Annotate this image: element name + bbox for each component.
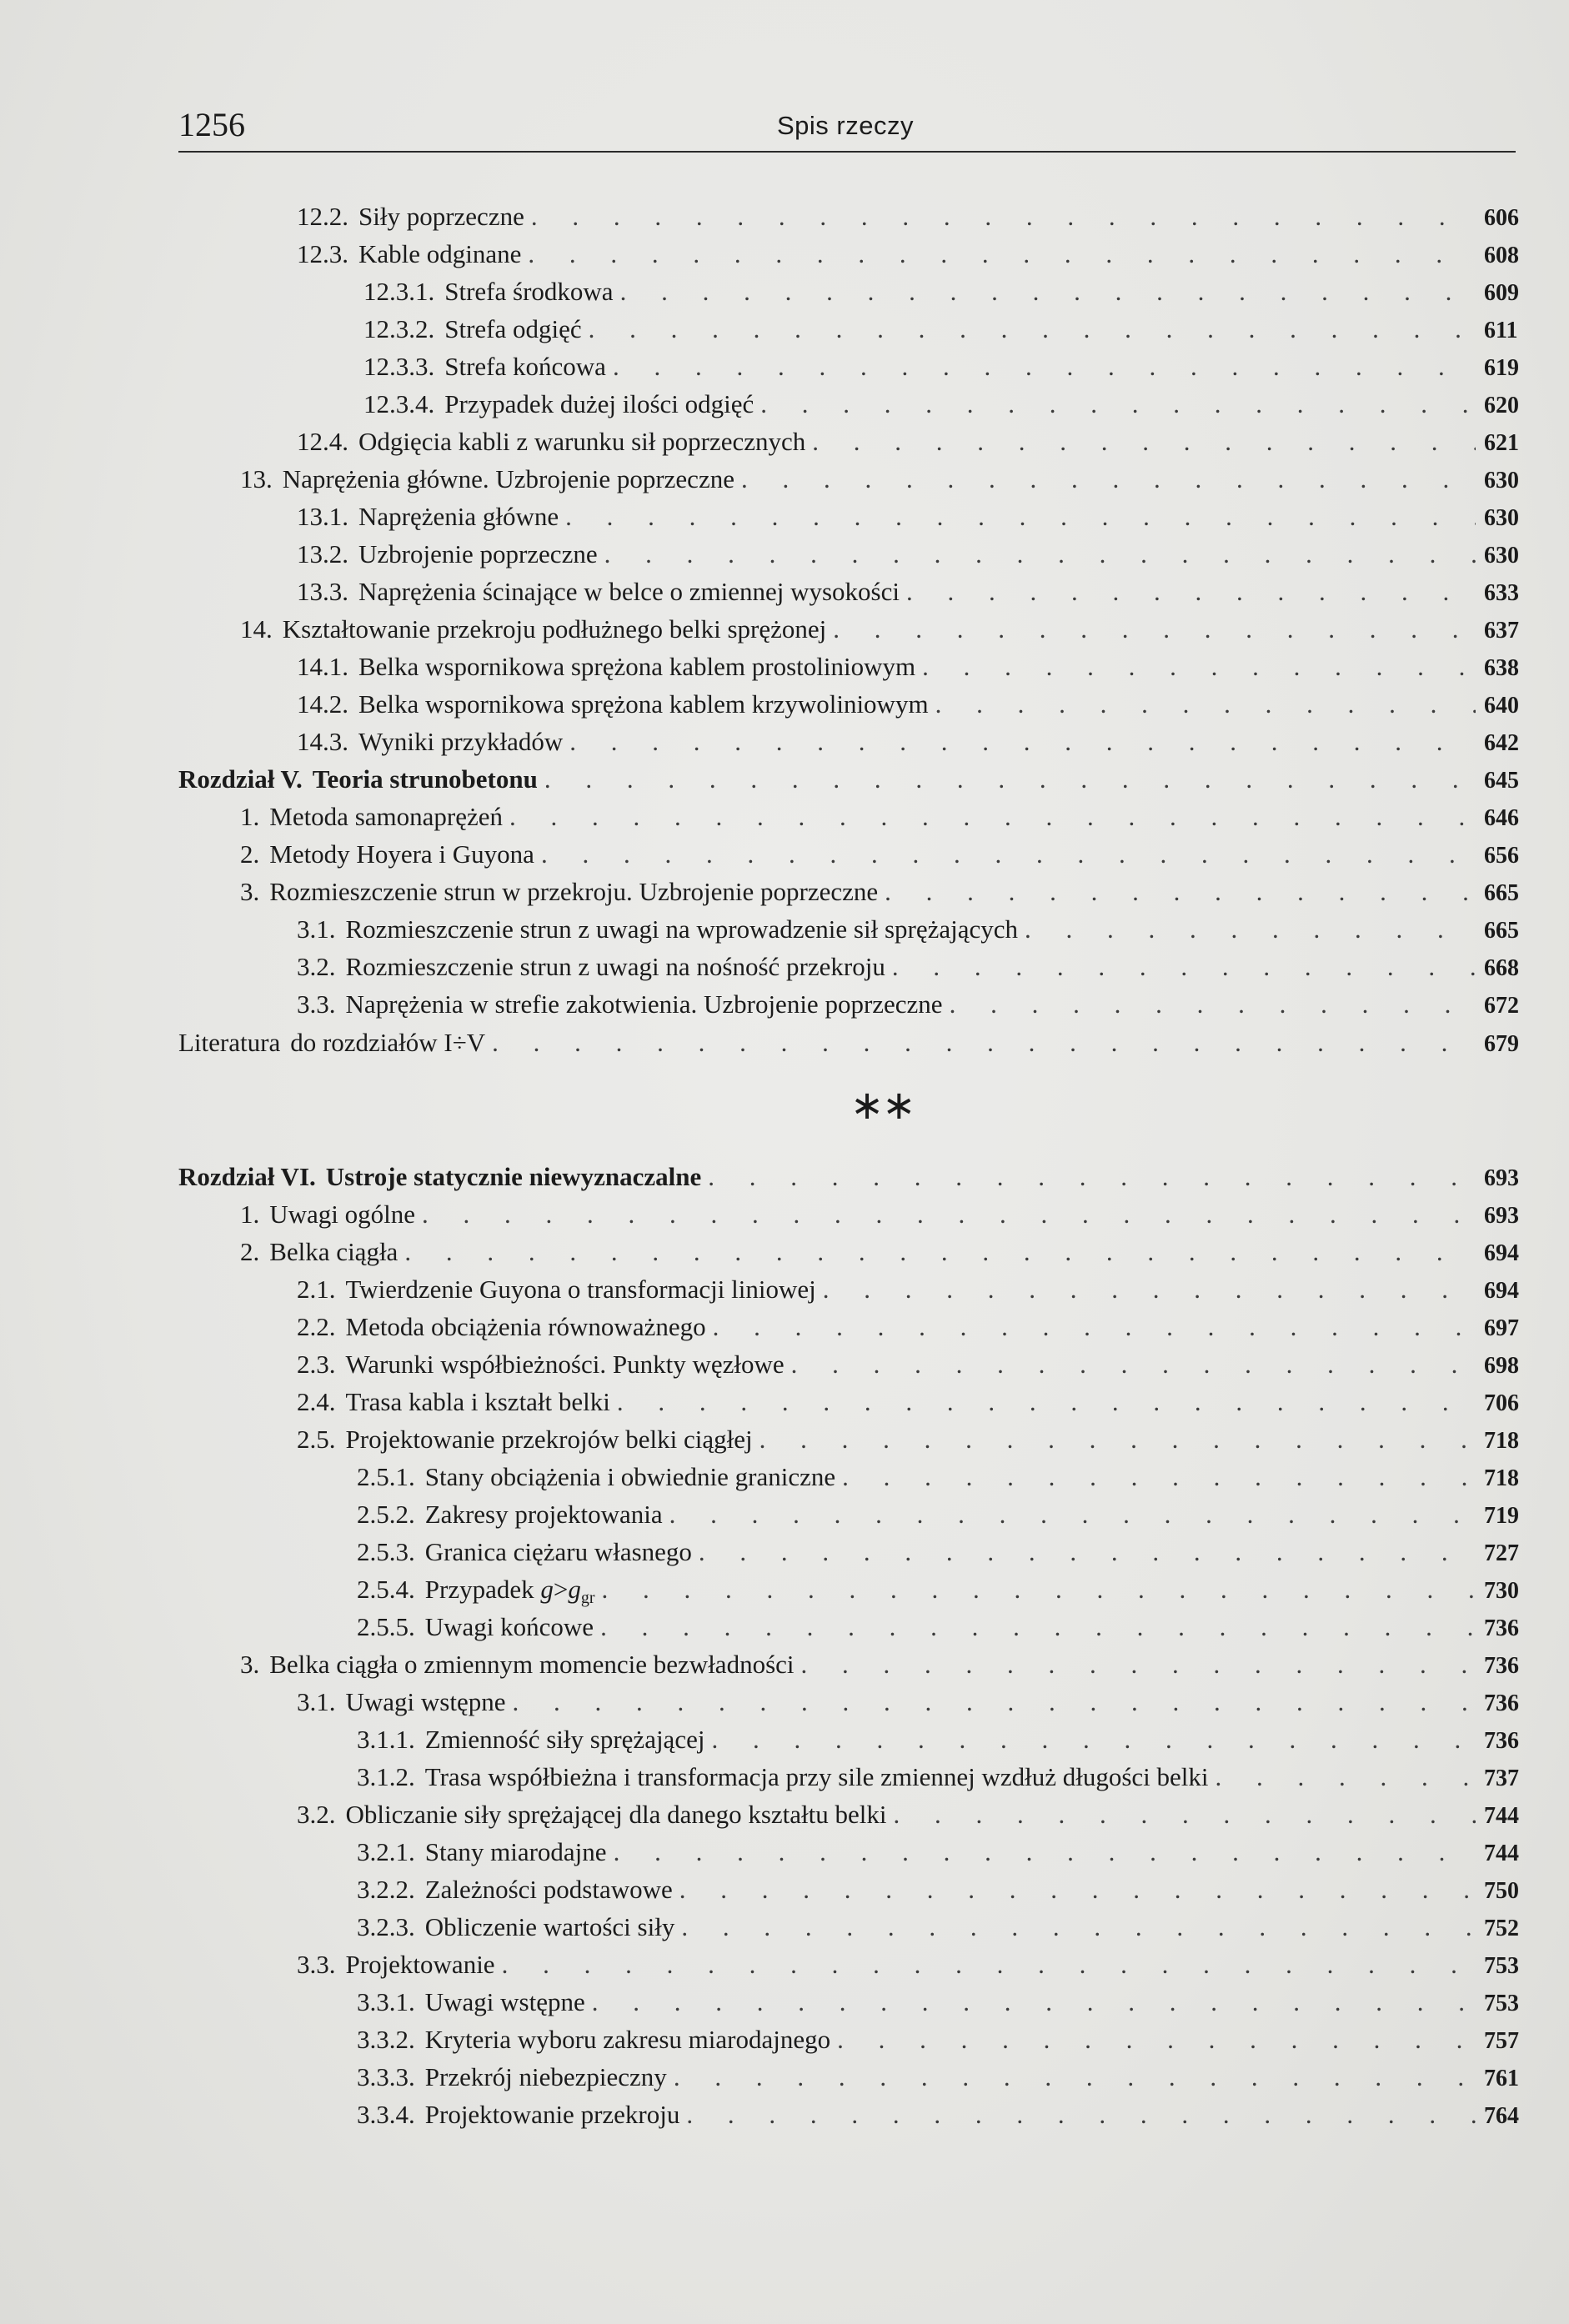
toc-entry-title: Belka wspornikowa sprężona kablem krzywoliniowym [358, 689, 929, 719]
toc-entry-number: 2.2. [297, 1312, 336, 1341]
toc-entry-page: 727 [1484, 1540, 1519, 1566]
toc-entry-title: Kryteria wyboru zakresu miarodajnego [424, 2025, 831, 2054]
chapter-heading [178, 761, 1517, 798]
toc-entry-title: do rozdziałów I÷V [290, 1028, 486, 1057]
toc-entry-number: 3.1.1. [357, 1725, 415, 1754]
dot-leader [892, 949, 1476, 985]
toc-entry [357, 1534, 1517, 1570]
toc-entry-page: 665 [1484, 880, 1519, 906]
toc-entry-title: Belka ciągła o zmiennym momencie bezwładności [269, 1650, 795, 1679]
toc-entry-number: 12.3.1. [363, 277, 435, 306]
toc-entry [240, 611, 1517, 648]
toc-entry-number: 2.5.4. [357, 1575, 415, 1604]
toc-entry-number: 14. [240, 614, 273, 644]
toc-entry-page: 621 [1484, 430, 1519, 456]
toc-entry-number: 3.2. [297, 952, 336, 981]
toc-entry-title: Strefa odgięć [444, 314, 582, 343]
toc-entry [357, 1459, 1517, 1495]
toc-entry-page: 718 [1484, 1465, 1519, 1491]
toc-entry-title: Obliczanie siły sprężającej dla danego kształtu belki [345, 1800, 887, 1829]
toc-entry-title: Przypadek dużej ilości odgięć [444, 389, 754, 418]
toc-entry-number: 13.2. [297, 539, 348, 568]
toc-entry-number: 3.2.3. [357, 1912, 415, 1941]
toc-entry-page: 679 [1484, 1031, 1519, 1057]
toc-entry-title: Trasa kabla i kształt belki [345, 1387, 610, 1416]
dot-leader [801, 1646, 1476, 1683]
toc-entry [357, 2096, 1517, 2133]
toc-entry-number: 2.1. [297, 1275, 336, 1304]
toc-entry-page: 656 [1484, 843, 1519, 869]
toc-entry-title: Odgięcia kabli z warunku sił poprzecznych [358, 427, 806, 456]
toc-entry [363, 348, 1517, 385]
dot-leader [604, 536, 1476, 573]
toc-entry [357, 2021, 1517, 2058]
page-number: 1256 [178, 106, 245, 143]
toc-entry-number: 3.3.4. [357, 2100, 415, 2129]
toc-entry-page: 665 [1484, 918, 1519, 944]
toc-entry-number: 2.4. [297, 1387, 336, 1416]
toc-entry-number: 14.1. [297, 652, 348, 681]
toc-entry-title: Obliczenie wartości siły [424, 1912, 675, 1941]
dot-leader [708, 1159, 1476, 1195]
toc-entry-number: 12.3.3. [363, 352, 435, 381]
toc-entry [297, 423, 1517, 460]
toc-entry-title: Naprężenia główne. Uzbrojenie poprzeczne [282, 464, 734, 493]
toc-entry-page: 638 [1484, 655, 1519, 681]
dot-leader [823, 1271, 1476, 1308]
toc-entry-number: 2. [240, 839, 260, 869]
toc-entry-number: 3.2.1. [357, 1837, 415, 1866]
bibliography-entry [178, 1024, 1517, 1061]
toc-entry-number: 2.5.3. [357, 1537, 415, 1566]
toc-entry-title: Granica ciężaru własnego [424, 1537, 692, 1566]
toc-entry-title: Teoria strunobetonu [312, 764, 538, 794]
toc-entry-number: 2.5.1. [357, 1462, 415, 1491]
toc-entry [357, 1834, 1517, 1871]
dot-leader [906, 573, 1476, 610]
dot-leader [713, 1309, 1476, 1345]
toc-entry [363, 386, 1517, 423]
toc-entry-page: 744 [1484, 1803, 1519, 1829]
toc-entry-page: 719 [1484, 1503, 1519, 1529]
toc-entry [297, 1346, 1517, 1383]
toc-entry-title: Belka ciągła [269, 1237, 399, 1266]
toc-entry [297, 686, 1517, 723]
toc-entry-page: 736 [1484, 1690, 1519, 1716]
toc-entry-title: Kształtowanie przekroju podłużnego belki sprężonej [282, 614, 827, 644]
dot-leader [711, 1721, 1476, 1758]
toc-entry-title: Wyniki przykładów [358, 727, 564, 756]
toc-entry-number: 3.2. [297, 1800, 336, 1829]
dot-leader [1216, 1759, 1476, 1796]
toc-entry-page: 737 [1484, 1766, 1519, 1791]
toc-entry [357, 1571, 1517, 1608]
toc-entry-number: 3.1. [297, 1687, 336, 1716]
toc-entry-page: 646 [1484, 805, 1519, 831]
toc-entry-title: Zakresy projektowania [424, 1500, 663, 1529]
dot-leader [699, 1534, 1476, 1570]
toc-entry [297, 1271, 1517, 1308]
toc-entry-title: Stany obciążenia i obwiednie graniczne [424, 1462, 836, 1491]
toc-entry-page: 753 [1484, 1991, 1519, 2016]
toc-entry-title: Strefa środkowa [444, 277, 614, 306]
running-title: Spis rzeczy [777, 111, 914, 140]
toc-entry-number: 2.3. [297, 1350, 336, 1379]
toc-entry-page: 694 [1484, 1240, 1519, 1266]
toc-entry-number: Rozdział VI. [178, 1162, 316, 1191]
toc-entry-page: 619 [1484, 355, 1519, 381]
toc-entry-page: 706 [1484, 1390, 1519, 1416]
dot-leader [894, 1796, 1476, 1833]
toc-entry-number: Literatura [178, 1028, 281, 1057]
toc-entry [297, 498, 1517, 535]
dot-leader [833, 611, 1476, 648]
toc-entry [240, 799, 1517, 835]
toc-entry-title: Strefa końcowa [444, 352, 606, 381]
toc-entry-page: 668 [1484, 955, 1519, 981]
toc-entry-title: Zależności podstawowe [424, 1875, 673, 1904]
toc-entry-title-text: Przypadek [424, 1575, 534, 1604]
toc-entry [240, 836, 1517, 873]
dot-leader [681, 1909, 1476, 1946]
toc-entry-title: Projektowanie [345, 1950, 495, 1979]
toc-entry-page: 609 [1484, 280, 1519, 306]
dot-leader [922, 649, 1476, 685]
toc-entry-page: 764 [1484, 2103, 1519, 2129]
toc-entry-number: 12.3. [297, 239, 348, 268]
dot-leader [512, 1684, 1476, 1720]
dot-leader [613, 348, 1476, 385]
toc-entry-title: Rozmieszczenie strun z uwagi na wprowadzenie sił sprężających [345, 914, 1019, 944]
toc-entry [297, 236, 1517, 273]
toc-entry-page: 630 [1484, 543, 1519, 568]
toc-entry-page: 750 [1484, 1878, 1519, 1904]
toc-entry-number: 3.3.1. [357, 1987, 415, 2016]
toc-entry-page: 672 [1484, 993, 1519, 1019]
toc-entry-number: 13.3. [297, 577, 348, 606]
dot-leader [759, 1421, 1476, 1458]
toc-entry-title: Uzbrojenie poprzeczne [358, 539, 598, 568]
dot-leader [531, 198, 1476, 235]
toc-entry-number: 3.3.2. [357, 2025, 415, 2054]
toc-entry-page: 606 [1484, 205, 1519, 231]
toc-entry-page: 642 [1484, 730, 1519, 756]
toc-entry [357, 1609, 1517, 1645]
dot-leader [669, 1496, 1476, 1533]
formula-operator: > [553, 1575, 569, 1604]
toc-entry-page: 694 [1484, 1278, 1519, 1304]
dot-leader [404, 1234, 1476, 1270]
toc-entry-page: 630 [1484, 505, 1519, 531]
toc-entry-page: 730 [1484, 1578, 1519, 1604]
toc-entry [357, 1871, 1517, 1908]
toc-entry-number: 3.3.3. [357, 2062, 415, 2091]
toc-entry-number: 2.5. [297, 1425, 336, 1454]
toc-entry [357, 2059, 1517, 2096]
toc-entry [363, 311, 1517, 348]
dot-leader [544, 761, 1476, 798]
toc-entry [357, 1496, 1517, 1533]
toc-entry-title: Zmienność siły sprężającej [424, 1725, 705, 1754]
toc-entry-title: Warunki współbieżności. Punkty węzłowe [345, 1350, 784, 1379]
dot-leader [842, 1459, 1476, 1495]
toc-entry-page: 630 [1484, 468, 1519, 493]
dot-leader [837, 2021, 1476, 2058]
toc-entry [297, 1796, 1517, 1833]
toc-entry-number: 13.1. [297, 502, 348, 531]
toc-entry-title: Rozmieszczenie strun w przekroju. Uzbrojenie poprzeczne [269, 877, 879, 906]
toc-entry-title: Metoda samonaprężeń [269, 802, 503, 831]
toc-entry [297, 1309, 1517, 1345]
toc-entry-page: 736 [1484, 1615, 1519, 1641]
dot-leader [620, 273, 1476, 310]
toc-entry-number: 3.1. [297, 914, 336, 944]
toc-entry-number: 2.5.2. [357, 1500, 415, 1529]
toc-entry [297, 1684, 1517, 1720]
toc-entry-title: Projektowanie przekroju [424, 2100, 680, 2129]
toc-entry-number: 12.3.2. [363, 314, 435, 343]
toc-entry [297, 1421, 1517, 1458]
toc-entry-page: 753 [1484, 1953, 1519, 1979]
formula-g-limit: g [568, 1575, 581, 1604]
toc-entry-title: Uwagi ogólne [269, 1200, 416, 1229]
toc-entry-title: Rozmieszczenie strun z uwagi na nośność przekroju [345, 952, 885, 981]
dot-leader [617, 1384, 1476, 1420]
toc-entry-number: 12.3.4. [363, 389, 435, 418]
toc-entry [357, 1909, 1517, 1946]
toc-entry-title: Kable odginane [358, 239, 522, 268]
dot-leader [602, 1571, 1476, 1608]
dot-leader [812, 423, 1476, 460]
toc-entry-page: 718 [1484, 1428, 1519, 1454]
toc-entry-number: 3. [240, 1650, 260, 1679]
toc-entry-number: 3. [240, 877, 260, 906]
toc-entry-page: 637 [1484, 618, 1519, 644]
dot-leader [674, 2059, 1476, 2096]
toc-entry-title: Naprężenia ścinające w belce o zmiennej wysokości [358, 577, 900, 606]
toc-entry-number: 14.2. [297, 689, 348, 719]
toc-entry-title: Belka wspornikowa sprężona kablem prostoliniowym [358, 652, 916, 681]
dot-leader [679, 1871, 1476, 1908]
dot-leader [741, 461, 1476, 498]
dot-leader [569, 724, 1476, 760]
dot-leader [935, 686, 1476, 723]
toc-entry-number: 12.2. [297, 202, 348, 231]
dot-leader [1025, 911, 1476, 948]
toc-entry [240, 874, 1517, 910]
toc-entry-title: Ustroje statycznie niewyznaczalne [325, 1162, 702, 1191]
chapter-heading [178, 1159, 1517, 1195]
toc-entry-number: 3.3. [297, 1950, 336, 1979]
dot-leader [541, 836, 1476, 873]
toc-entry-page: 697 [1484, 1315, 1519, 1341]
toc-entry [240, 1196, 1517, 1233]
toc-entry-page: 608 [1484, 243, 1519, 268]
dot-leader [950, 986, 1476, 1023]
toc-entry-page: 633 [1484, 580, 1519, 606]
section-separator: ∗∗ [850, 1082, 915, 1129]
toc-entry [240, 461, 1517, 498]
toc-entry-page: 744 [1484, 1841, 1519, 1866]
toc-entry [297, 949, 1517, 985]
toc-entry-title: Przekrój niebezpieczny [424, 2062, 667, 2091]
toc-entry-page: 640 [1484, 693, 1519, 719]
toc-entry [357, 1759, 1517, 1796]
dot-leader [686, 2096, 1476, 2133]
toc-entry [297, 573, 1517, 610]
toc-entry [297, 986, 1517, 1023]
dot-leader [492, 1024, 1476, 1061]
formula-g: g [540, 1575, 554, 1604]
toc-entry [297, 1946, 1517, 1983]
toc-entry [357, 1984, 1517, 2021]
dot-leader [614, 1834, 1476, 1871]
toc-entry [297, 536, 1517, 573]
toc-entry-title: Uwagi wstępne [424, 1987, 585, 2016]
toc-entry-number: 2.5.5. [357, 1612, 415, 1641]
toc-entry [297, 1384, 1517, 1420]
dot-leader [422, 1196, 1476, 1233]
toc-entry [357, 1721, 1517, 1758]
dot-leader [589, 311, 1476, 348]
toc-entry-title: Siły poprzeczne [358, 202, 524, 231]
toc-entry-title: Twierdzenie Guyona o transformacji liniowej [345, 1275, 816, 1304]
toc-entry-title: Projektowanie przekrojów belki ciągłej [345, 1425, 753, 1454]
toc-entry [297, 911, 1517, 948]
toc-entry-page: 736 [1484, 1653, 1519, 1679]
toc-entry-page: 761 [1484, 2066, 1519, 2091]
toc-entry-number: 12.4. [297, 427, 348, 456]
toc-entry-page: 693 [1484, 1203, 1519, 1229]
dot-leader [528, 236, 1476, 273]
dot-leader [509, 799, 1476, 835]
dot-leader [502, 1946, 1476, 1983]
dot-leader [600, 1609, 1476, 1645]
toc-entry-page: 693 [1484, 1165, 1519, 1191]
toc-entry [363, 273, 1517, 310]
toc-entry-number: 1. [240, 1200, 260, 1229]
toc-entry-title: Stany miarodajne [424, 1837, 607, 1866]
toc-entry-number: 3.1.2. [357, 1762, 415, 1791]
toc-entry-page: 698 [1484, 1353, 1519, 1379]
toc-entry-page: 736 [1484, 1728, 1519, 1754]
dot-leader [592, 1984, 1476, 2021]
toc-entry-title [425, 1571, 595, 1608]
toc-entry-title: Naprężenia w strefie zakotwienia. Uzbrojenie poprzeczne [345, 989, 943, 1019]
formula-subscript: gr [580, 1589, 595, 1607]
dot-leader [565, 498, 1476, 535]
toc-entry-number: 2. [240, 1237, 260, 1266]
dot-leader [791, 1346, 1476, 1383]
toc-entry [297, 198, 1517, 235]
toc-entry-number: 1. [240, 802, 260, 831]
toc-entry-page: 620 [1484, 393, 1519, 418]
toc-entry-page: 645 [1484, 768, 1519, 794]
toc-entry [297, 724, 1517, 760]
dot-leader [760, 386, 1476, 423]
toc-entry-title: Uwagi wstępne [345, 1687, 506, 1716]
toc-entry-number: 14.3. [297, 727, 348, 756]
toc-entry-number: 3.2.2. [357, 1875, 415, 1904]
toc-entry-title: Metoda obciążenia równoważnego [345, 1312, 706, 1341]
toc-entry-number: 13. [240, 464, 273, 493]
toc-entry-title: Metody Hoyera i Guyona [269, 839, 534, 869]
toc-entry-page: 752 [1484, 1916, 1519, 1941]
toc-entry-number: Rozdział V. [178, 764, 303, 794]
toc-entry-page: 611 [1484, 318, 1518, 343]
toc-entry-title: Uwagi końcowe [424, 1612, 594, 1641]
toc-entry [297, 649, 1517, 685]
toc-entry-number: 3.3. [297, 989, 336, 1019]
dot-leader [885, 874, 1476, 910]
toc-entry-page: 757 [1484, 2028, 1519, 2054]
toc-entry [240, 1234, 1517, 1270]
toc-entry [240, 1646, 1517, 1683]
toc-entry-title: Naprężenia główne [358, 502, 559, 531]
toc-entry-title: Trasa współbieżna i transformacja przy sile zmiennej wzdłuż długości belki [424, 1762, 1209, 1791]
